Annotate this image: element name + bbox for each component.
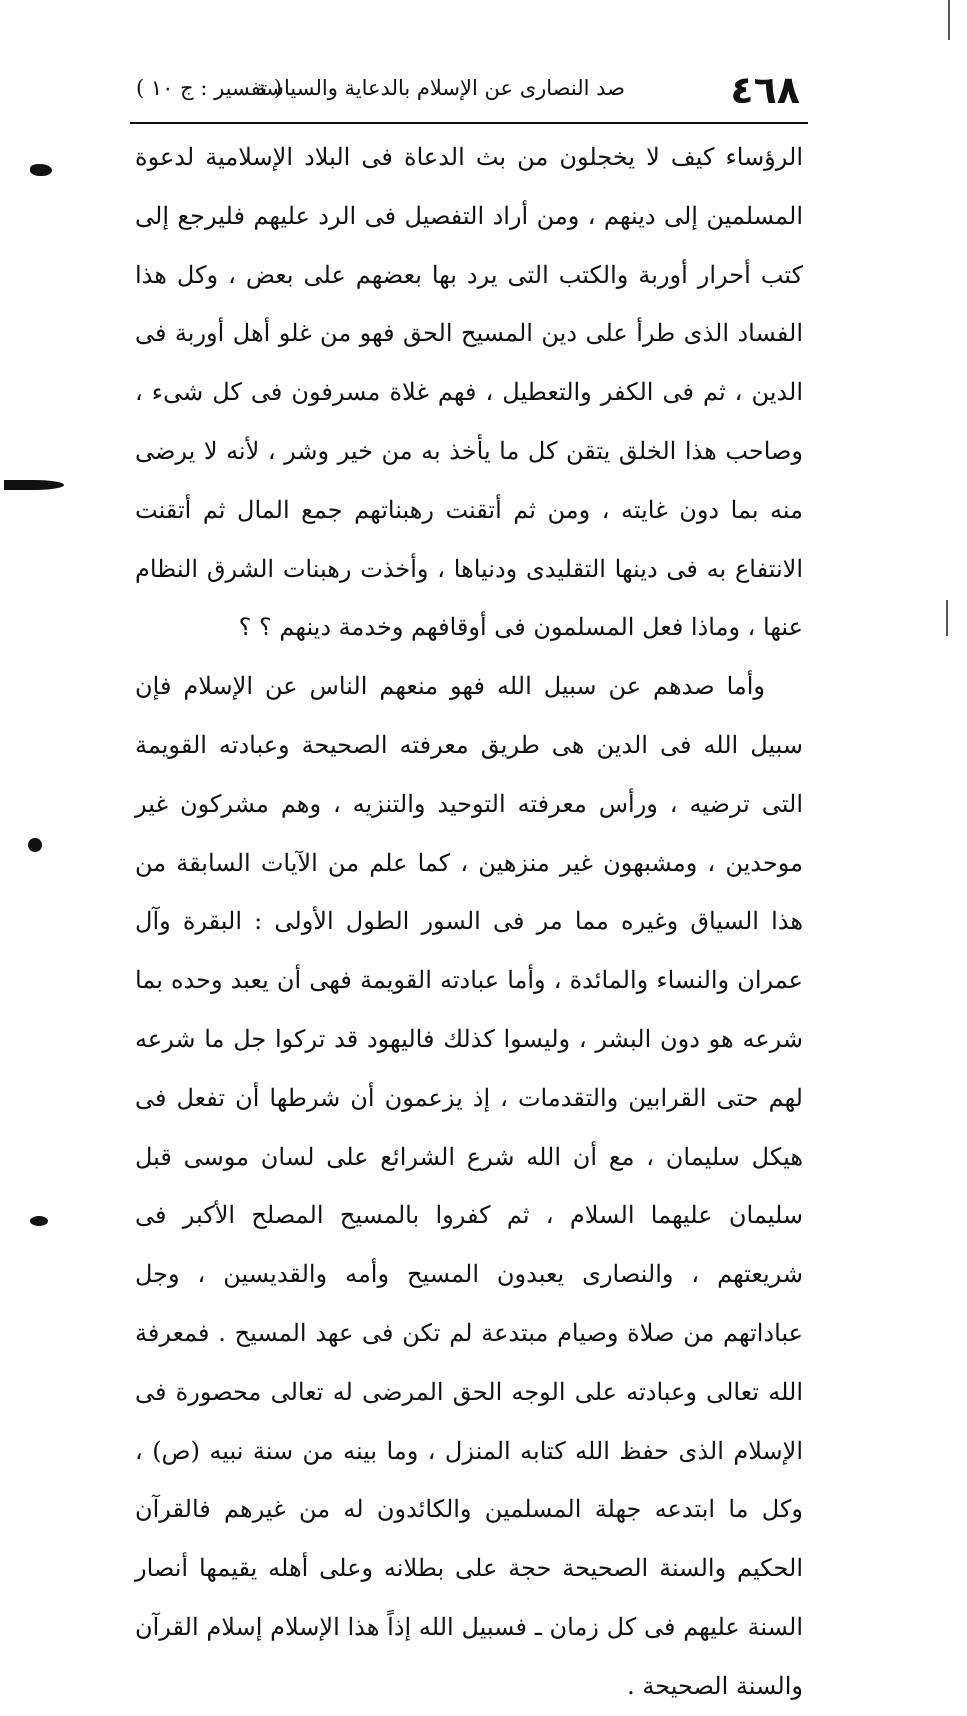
- running-title: صد النصارى عن الإسلام بالدعاية والسياسة: [255, 76, 625, 100]
- page-header: [130, 62, 800, 118]
- running-reference: ( تفسير : ج ١٠ ): [136, 76, 283, 100]
- scan-edge-line-2: [946, 600, 948, 636]
- header-rule: [130, 122, 808, 124]
- scan-speck-3: [28, 838, 42, 852]
- page-body: [135, 128, 803, 1716]
- scan-edge-line-1: [948, 0, 950, 40]
- scan-speck-2: [4, 480, 64, 490]
- scan-speck-1: [30, 164, 52, 176]
- page-number: ٤٦٨: [730, 68, 800, 112]
- scan-speck-4: [30, 1216, 48, 1226]
- paragraph-2: وأما صدهم عن سبيل الله فهو منعهم الناس عن الإسلام فإن سبيل الله فى الدين هى طريق معرفته الصحيحة وعبادته القويمة التى ترضيه ، ورأس معرفته التوحيد والتنزيه ، وهم مشركون غير موحدين ، ومشبهون غير منزهين ، كما علم من الآيات السابقة من هذا السياق وغيره مما مر فى السور الطول الأولى : البقرة وآل عمران والنساء والمائدة ، وأما عبادته القويمة فهى أن يعبد وحده بما شرعه هو دون البشر ، وليسوا كذلك فاليهود قد تركوا جل ما شرعه لهم حتى القرابين والتقدمات ، إذ يزعمون أن شرطها أن تفعل فى هيكل سليمان ، مع أن الله شرع الشرائع على لسان موسى قبل سليمان عليهما السلام ، ثم كفروا بالمسيح المصلح الأكبر فى شريعتهم ، والنصارى يعبدون المسيح وأمه والقديسين ، وجل عباداتهم من صلاة وصيام مبتدعة لم تكن فى عهد المسيح . فمعرفة الله تعالى وعبادته على الوجه الحق المرضى له تعالى محصورة فى الإسلام الذى حفظ الله كتابه المنزل ، وما بينه من سنة نبيه (ص) ، وكل ما ابتدعه جهلة المسلمين والكائدون له من غيرهم فالقرآن الحكيم والسنة الصحيحة حجة على بطلانه وعلى أهله يقيمها أنصار السنة عليهم فى كل زمان ـ فسبيل الله إذاً هذا الإسلام إسلام القرآن والسنة الصحيحة .: [135, 672, 803, 1700]
- paragraph-1: الرؤساء كيف لا يخجلون من بث الدعاة فى البلاد الإسلامية لدعوة المسلمين إلى دينهم ، ومن أراد التفصيل فى الرد عليهم فليرجع إلى كتب أحرار أوربة والكتب التى يرد بها بعضهم على بعض ، وكل هذا الفساد الذى طرأ على دين المسيح الحق فهو من غلو أهل أوربة فى الدين ، ثم فى الكفر والتعطيل ، فهم غلاة مسرفون فى كل شىء ، وصاحب هذا الخلق يتقن كل ما يأخذ به من خير وشر ، لأنه لا يرضى منه بما دون غايته ، ومن ثم أتقنت رهبناتهم جمع المال ثم أتقنت الانتفاع به فى دينها التقليدى ودنياها ، وأخذت رهبنات الشرق النظام عنها ، وماذا فعل المسلمون فى أوقافهم وخدمة دينهم ؟ ؟: [135, 143, 803, 642]
